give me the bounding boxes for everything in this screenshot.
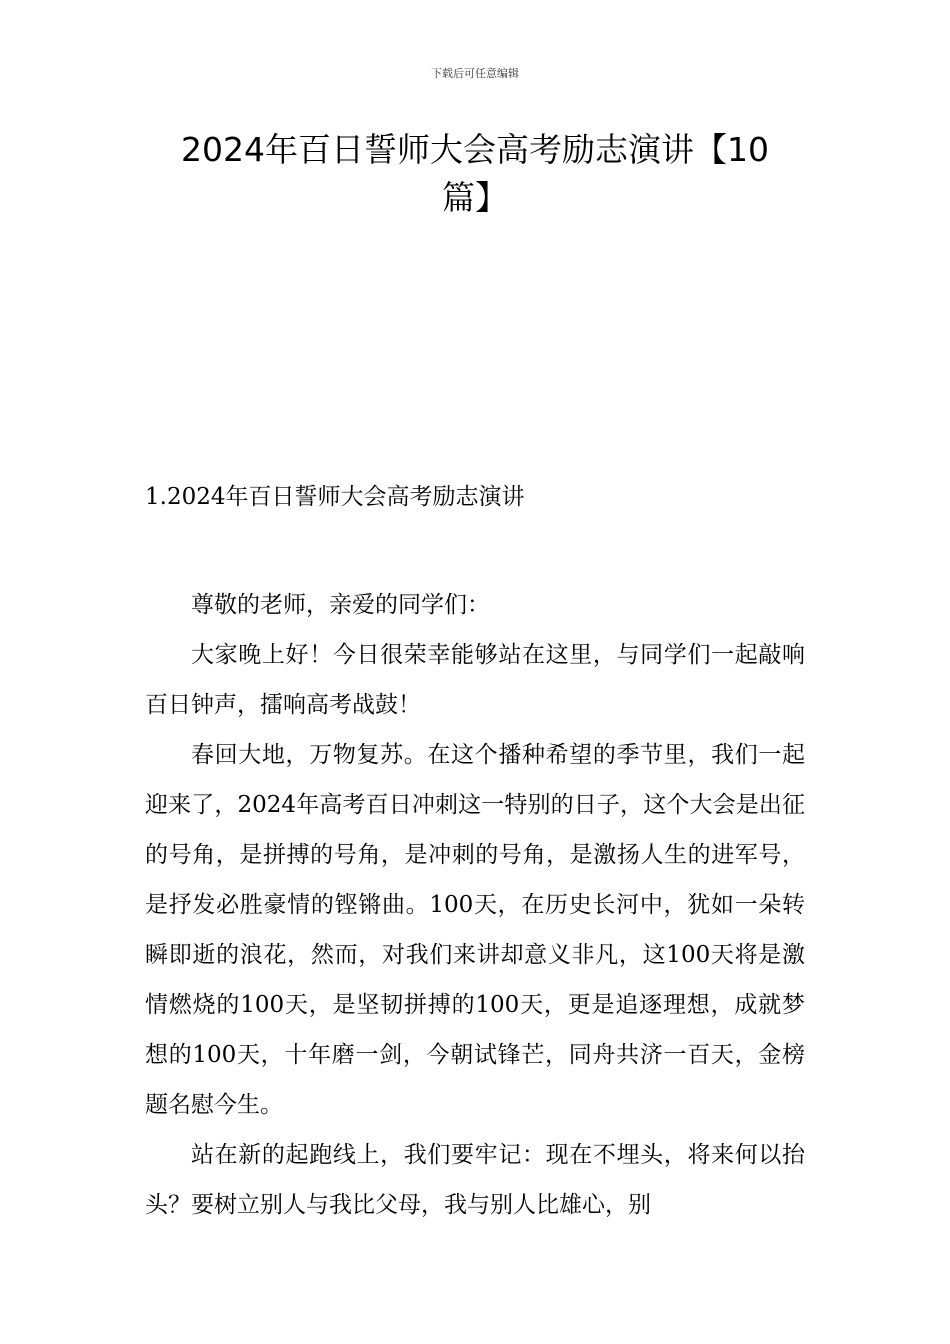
header-note: 下载后可任意编辑 xyxy=(431,67,519,80)
paragraph-salutation: 尊敬的老师，亲爱的同学们： xyxy=(191,592,490,618)
section-heading: 1.2024年百日誓师大会高考励志演讲 xyxy=(145,484,525,510)
document-title-line-2: 篇】 xyxy=(442,178,508,217)
paragraph-spring: 春回大地，万物复苏。在这个播种希望的季节里，我们一起迎来了，2024年高考百日冲刺这一特别的日子，这个大会是出征的号角，是拼搏的号角，是冲刺的号角，是激扬人生的进军号，是抒发必胜豪情的铿锵曲。100天，在历史长河中，犹如一朵转瞬即逝的浪花，然而，对我们来讲却意义非凡，这100天将是激情燃烧的100天，是坚韧拼搏的100天，更是追逐理想，成就梦想的100天，十年磨一剑，今朝试锋芒，同舟共济一百天，金榜题名慰今生。 xyxy=(145,742,805,1118)
document-title xyxy=(160,126,790,222)
body-text xyxy=(145,580,805,1230)
document-title-line-1: 2024年百日誓师大会高考励志演讲【10 xyxy=(181,130,769,169)
paragraph-greeting: 大家晚上好！今日很荣幸能够站在这里，与同学们一起敲响百日钟声，擂响高考战鼓！ xyxy=(145,642,805,718)
paragraph-start-line: 站在新的起跑线上，我们要牢记：现在不埋头，将来何以抬头？要树立别人与我比父母，我与别人比雄心，别 xyxy=(145,1142,805,1218)
